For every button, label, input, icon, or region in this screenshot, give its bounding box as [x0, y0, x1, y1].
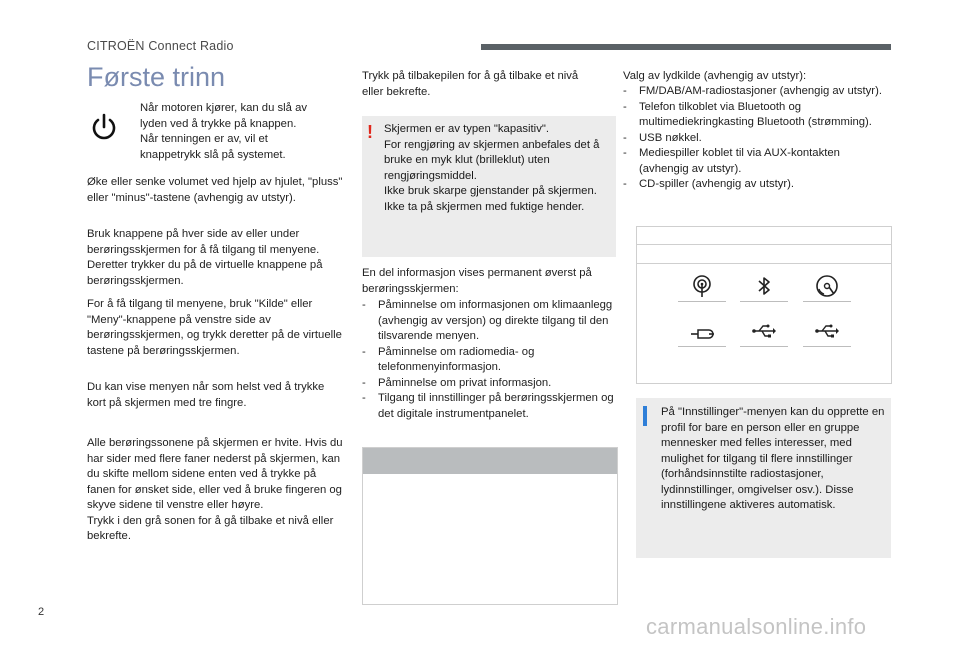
touch-zones-text: Alle berøringssonene på skjermen er hvite. Hvis du har sider med flere faner nederst på skjermen, kan du skifte mellom sidene enten ved å trykke på fanen for ønsket side, eller ved å bruke fingeren og skyve sidene til venstre eller høyre. Trykk i den grå sonen for å gå tilbake et nivå eller bekrefte.: [87, 437, 343, 542]
source-usb: [740, 315, 788, 347]
audio-source-list: [623, 84, 891, 193]
source-bluetooth: [740, 270, 788, 302]
source-usb: [803, 315, 851, 347]
menus-text: For å få tilgang til menyene, bruk "Kilde" eller "Meny"-knappene på venstre side av berøringsskjermen, og trykk deretter på de virtuelle tastene på berøringsskjermen.: [87, 298, 342, 357]
list-item: - Påminnelse om informasjonen om klimaanlegg (avhengig av versjon) og direkte tilgang til den tilsvarende menyen.: [362, 298, 618, 345]
source-cd: [803, 270, 851, 302]
audio-source-intro: Valg av lydkilde (avhengig av utstyr):: [623, 70, 807, 82]
screen-divider: [637, 263, 891, 264]
power-icon: [89, 112, 119, 142]
radio-icon: [689, 273, 715, 299]
bluetooth-icon: [751, 273, 777, 299]
usb-icon: [814, 318, 840, 344]
power-text: Når motoren kjører, kan du slå av lyden ved å trykke på knappen. Når tenningen er av, vil et knappetrykk slå på systemet.: [140, 102, 308, 161]
back-arrow-text: Trykk på tilbakepilen for å gå tilbake et nivå eller bekrefte.: [362, 70, 579, 98]
aux-icon: [689, 318, 715, 344]
page-title: Første trinn: [87, 62, 226, 92]
list-item: - Mediespiller koblet til via AUX-kontakten (avhengig av utstyr).: [623, 146, 891, 177]
header-bar: [481, 44, 891, 50]
screen-illustration: [362, 447, 618, 605]
list-item: - CD-spiller (avhengig av utstyr).: [623, 177, 891, 193]
usb-icon: [751, 318, 777, 344]
permanent-info-list: [362, 298, 618, 422]
screen-top-bar: [363, 448, 617, 474]
warning-box: [362, 116, 616, 257]
list-item: - Telefon tilkoblet via Bluetooth og multimediekringkasting Bluetooth (strømming).: [623, 100, 891, 131]
volume-text: Øke eller senke volumet ved hjelp av hjulet, "pluss" eller "minus"-tastene (avhengig av utstyr).: [87, 176, 343, 204]
info-icon: [643, 406, 647, 426]
source-screen-illustration: [636, 226, 892, 384]
buttons-text: Bruk knappene på hver side av eller under berøringsskjermen for å få tilgang til menyene. Deretter trykker du på de virtuelle knappene på berøringsskjermen.: [87, 228, 323, 287]
screen-divider: [637, 244, 891, 245]
source-aux: [678, 315, 726, 347]
info-text: På "Innstillinger"-menyen kan du opprette en profil for bare en person eller en gruppe mennesker med felles interesser, med mulighet for tilgang til flere innstillinger (forhåndsinnstilte radiostasjoner, lydinnstillinger, omgivelser osv.). Disse innstillingene aktiveres automatisk.: [661, 406, 885, 511]
list-item: - Påminnelse om privat informasjon.: [362, 376, 618, 392]
permanent-info-intro: En del informasjon vises permanent øverst på berøringsskjermen:: [362, 267, 592, 295]
list-item: - FM/DAB/AM-radiostasjoner (avhengig av utstyr).: [623, 84, 891, 100]
watermark: carmanualsonline.info: [646, 614, 867, 639]
warning-text: Skjermen er av typen "kapasitiv". For rengjøring av skjermen anbefales det å bruke en myk klut (brilleklut) uten rengjøringsmiddel. Ikke bruk skarpe gjenstander på skjermen. Ikke ta på skjermen med fuktige hender.: [384, 123, 600, 213]
list-item: - Påminnelse om radiomedia- og telefonmenyinformasjon.: [362, 345, 618, 376]
info-box: [636, 398, 891, 558]
three-finger-text: Du kan vise menyen når som helst ved å trykke kort på skjermen med tre fingre.: [87, 381, 325, 409]
warning-icon: !: [367, 122, 373, 142]
cd-icon: [814, 273, 840, 299]
manual-header: CITROËN Connect Radio: [87, 39, 234, 53]
list-item: - USB nøkkel.: [623, 131, 891, 147]
source-radio: [678, 270, 726, 302]
page-number: 2: [38, 606, 45, 618]
list-item: - Tilgang til innstillinger på berøringsskjermen og det digitale instrumentpanelet.: [362, 391, 618, 422]
